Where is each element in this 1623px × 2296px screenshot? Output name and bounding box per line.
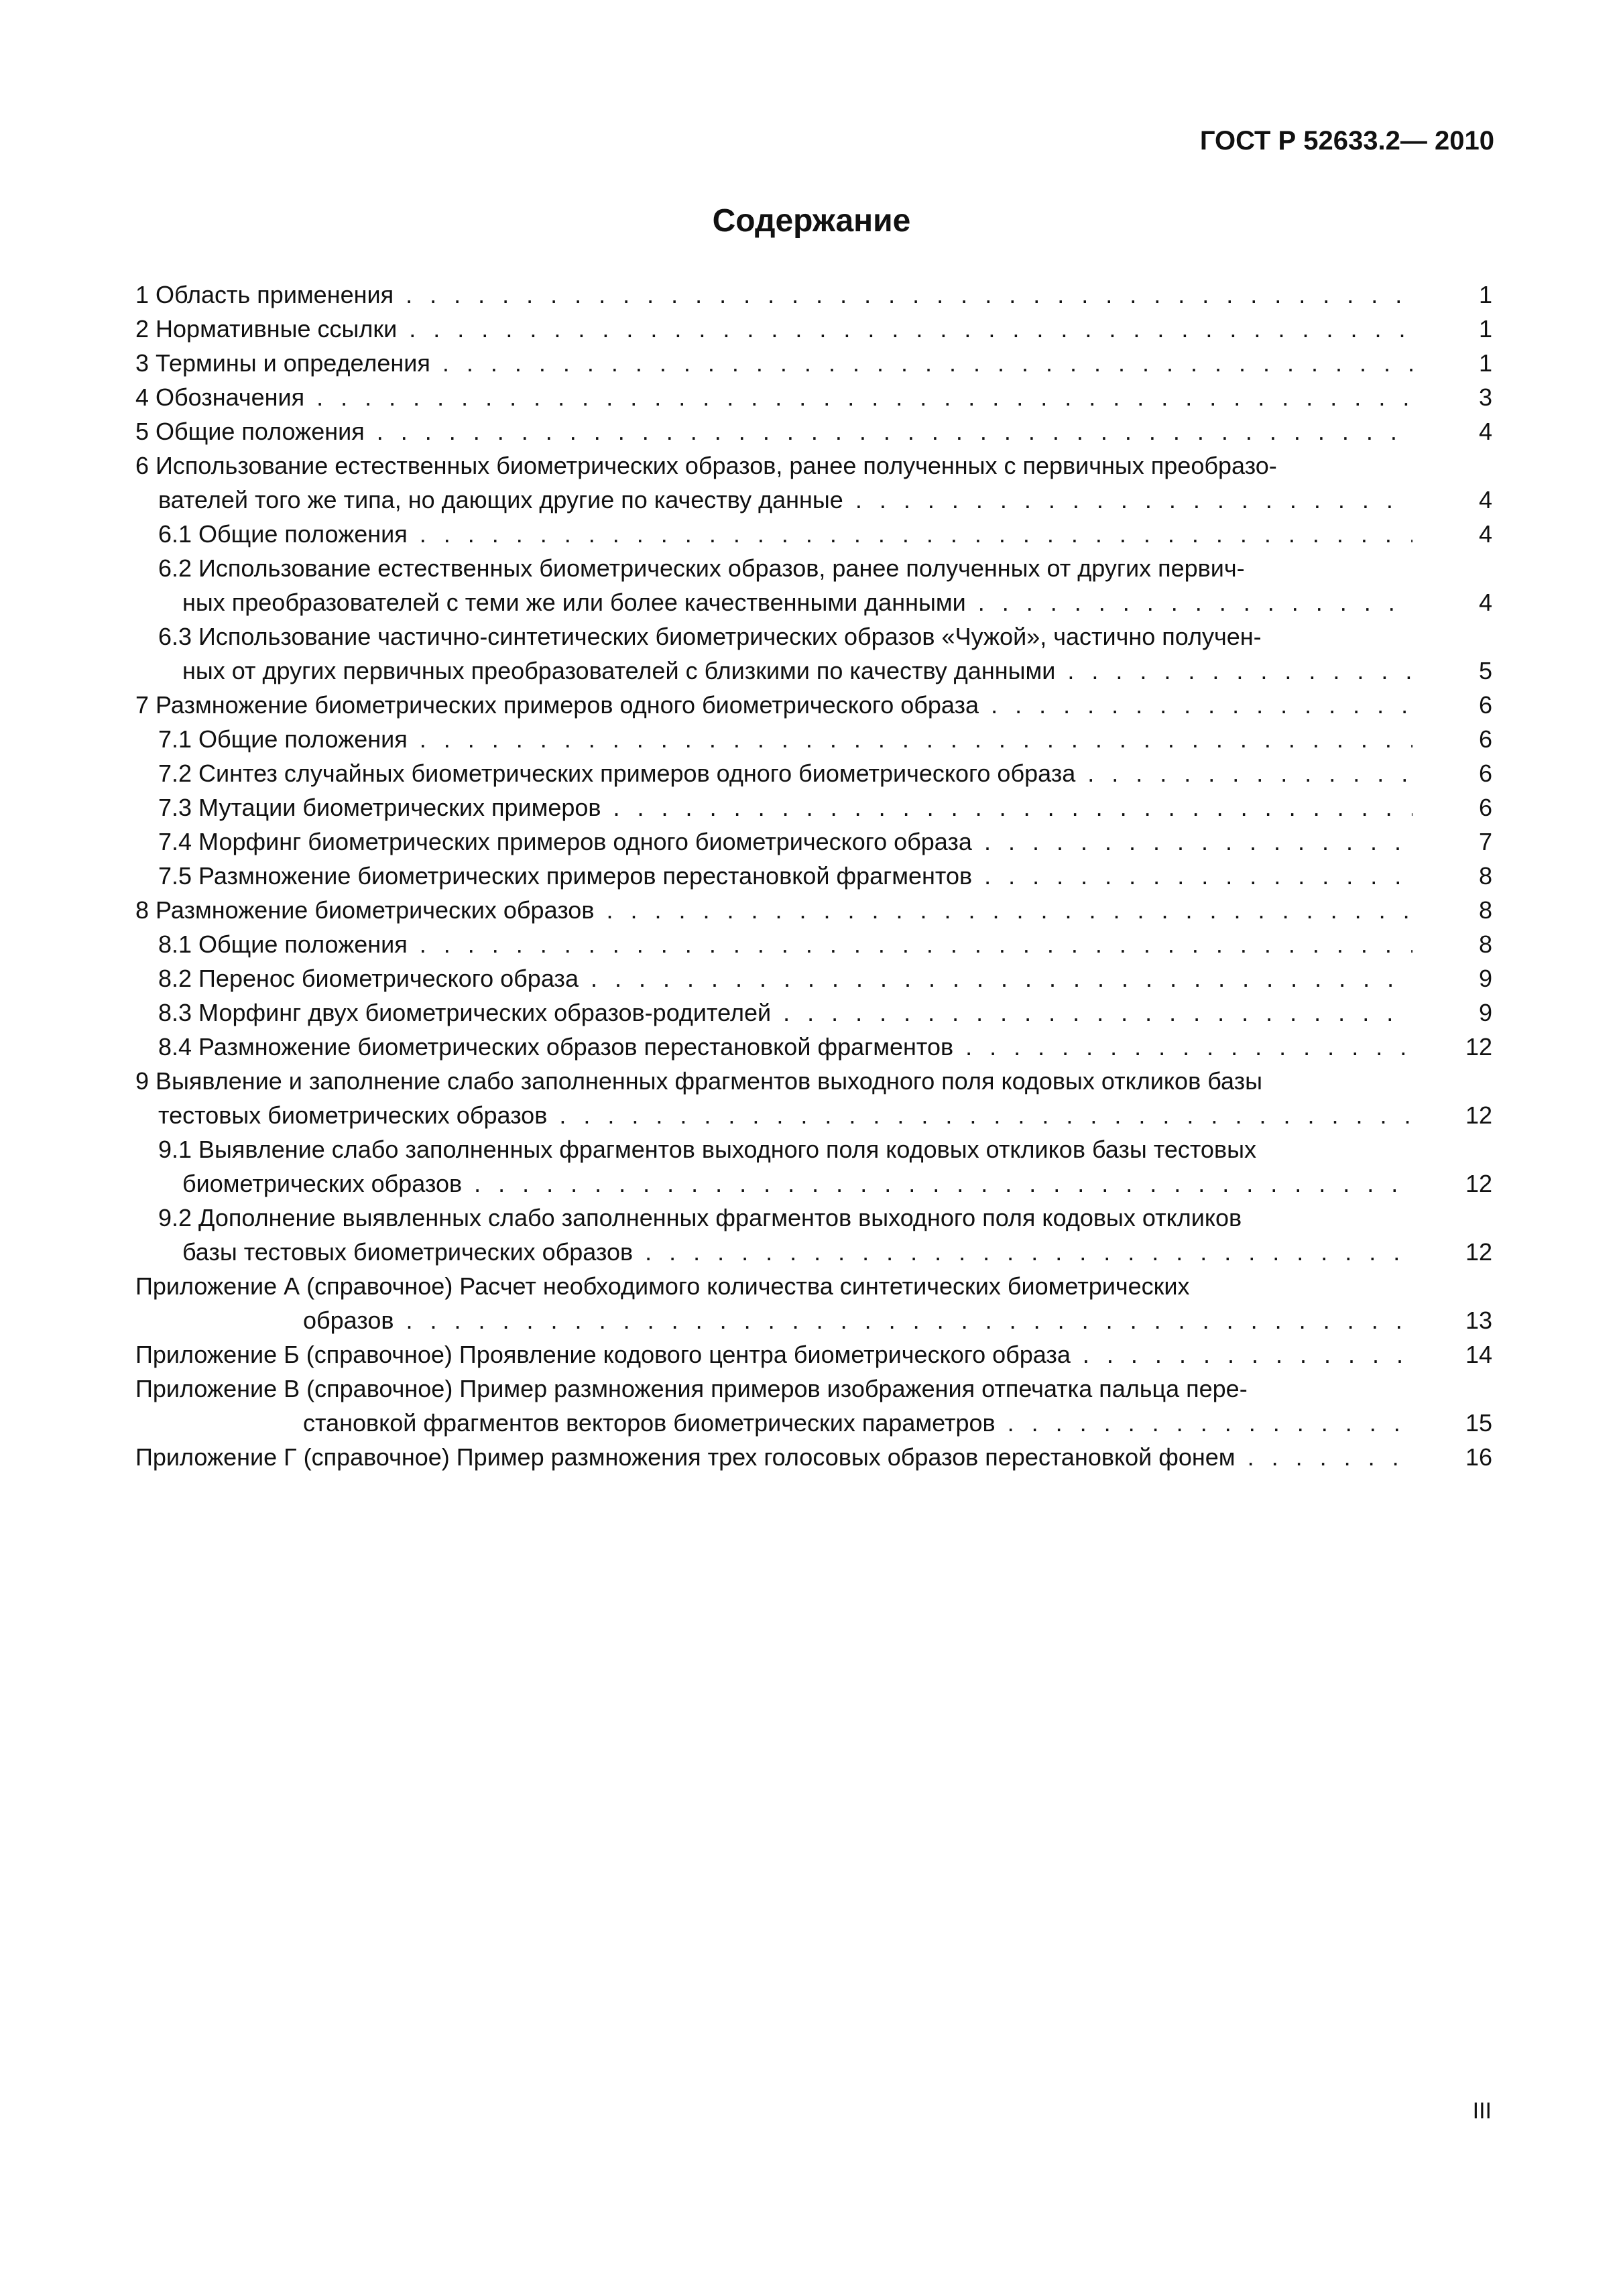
toc-entry-8-3[interactable] bbox=[135, 995, 1492, 1030]
toc-entry-text: 1 Область применения . . . bbox=[135, 278, 1412, 312]
toc-entry-text: 7.2 Синтез случайных биометрических примеров одного биометрического образа . . . bbox=[158, 756, 1412, 790]
toc-entry-page: 4 bbox=[1478, 589, 1492, 616]
toc-entry-3[interactable] bbox=[135, 346, 1492, 380]
toc-entry-page: 6 bbox=[1478, 794, 1492, 821]
toc-entry-text: 2 Нормативные ссылки . . . bbox=[135, 312, 1412, 346]
toc-entry-text: 8.3 Морфинг двух биометрических образов-родителей . . . bbox=[158, 995, 1412, 1030]
toc-entry-page: 8 bbox=[1478, 862, 1492, 890]
toc-entry-page: 4 bbox=[1478, 418, 1492, 445]
toc-entry-7-1[interactable] bbox=[135, 722, 1492, 756]
toc-entry-9-cont[interactable] bbox=[135, 1098, 1492, 1132]
toc-entry-text: тестовых биометрических образов . . . bbox=[158, 1098, 1412, 1132]
toc-entry-page: 13 bbox=[1465, 1307, 1492, 1334]
toc-entry-7-3[interactable] bbox=[135, 790, 1492, 825]
toc-entry-6-3[interactable] bbox=[135, 619, 1492, 654]
toc-entry-page: 14 bbox=[1465, 1341, 1492, 1368]
toc-entry-appendix-v[interactable] bbox=[135, 1372, 1492, 1406]
toc-entry-1[interactable] bbox=[135, 278, 1492, 312]
toc-entry-text: 8.1 Общие положения . . . bbox=[158, 927, 1412, 961]
toc-entry-text: 6.3 Использование частично-синтетических биометрических образов «Чужой», частично получен- bbox=[158, 623, 1262, 650]
toc-entry-7[interactable] bbox=[135, 688, 1492, 722]
toc-entry-6-2-cont[interactable] bbox=[135, 585, 1492, 619]
toc-entry-text: 5 Общие положения . . . bbox=[135, 414, 1412, 448]
toc-entry-text: 8.2 Перенос биометрического образа . . . bbox=[158, 961, 1412, 995]
toc-entry-text: Приложение Б (справочное) Проявление кодового центра биометрического образа . . . bbox=[135, 1337, 1412, 1372]
toc-entry-text: 8 Размножение биометрических образов . . . bbox=[135, 893, 1412, 927]
toc-entry-8-4[interactable] bbox=[135, 1030, 1492, 1064]
toc-entry-7-5[interactable] bbox=[135, 859, 1492, 893]
toc-entry-text: базы тестовых биометрических образов . . . bbox=[182, 1235, 1412, 1269]
toc-entry-page: 16 bbox=[1465, 1443, 1492, 1471]
toc-entry-6-2[interactable] bbox=[135, 551, 1492, 585]
toc-entry-text: 4 Обозначения . . . bbox=[135, 380, 1412, 414]
toc-entry-text: 3 Термины и определения . . . bbox=[135, 346, 1412, 380]
toc-entry-page: 6 bbox=[1478, 760, 1492, 787]
toc-entry-9-1-cont[interactable] bbox=[135, 1166, 1492, 1201]
toc-entry-6-3-cont[interactable] bbox=[135, 654, 1492, 688]
toc-entry-7-4[interactable] bbox=[135, 825, 1492, 859]
toc-entry-text: 7.3 Мутации биометрических примеров . . . bbox=[158, 790, 1412, 825]
toc-entry-text: биометрических образов . . . bbox=[182, 1166, 1412, 1201]
toc-entry-text: 7.5 Размножение биометрических примеров перестановкой фрагментов . . . bbox=[158, 859, 1412, 893]
toc-entry-page: 12 bbox=[1465, 1238, 1492, 1266]
toc-entry-page: 4 bbox=[1478, 486, 1492, 513]
toc-entry-text: 6.1 Общие положения . . . bbox=[158, 517, 1412, 551]
toc-entry-9-2-cont[interactable] bbox=[135, 1235, 1492, 1269]
toc-entry-5[interactable] bbox=[135, 414, 1492, 448]
toc-entry-text: становкой фрагментов векторов биометрических параметров . . . bbox=[303, 1406, 1412, 1440]
page-number: III bbox=[1472, 2098, 1492, 2124]
toc-entry-text: ных от других первичных преобразователей с близкими по качеству данными . . . bbox=[182, 654, 1412, 688]
toc-entry-8-2[interactable] bbox=[135, 961, 1492, 995]
toc-entry-page: 1 bbox=[1478, 349, 1492, 377]
toc-entry-page: 4 bbox=[1478, 520, 1492, 548]
toc-entry-text: 9.2 Дополнение выявленных слабо заполненных фрагментов выходного поля кодовых откликов bbox=[158, 1204, 1242, 1231]
toc-entry-page: 6 bbox=[1478, 691, 1492, 719]
toc-entry-page: 9 bbox=[1478, 965, 1492, 992]
toc-entry-text: 7.1 Общие положения . . . bbox=[158, 722, 1412, 756]
toc-entry-page: 1 bbox=[1478, 281, 1492, 308]
toc-entry-page: 1 bbox=[1478, 315, 1492, 343]
toc-entry-page: 8 bbox=[1478, 896, 1492, 924]
toc-entry-appendix-v-cont[interactable] bbox=[135, 1406, 1492, 1440]
toc-entry-text: Приложение А (справочное) Расчет необходимого количества синтетических биометрических bbox=[135, 1272, 1190, 1300]
toc-entry-text: Приложение В (справочное) Пример размножения примеров изображения отпечатка пальца пере- bbox=[135, 1375, 1248, 1402]
toc-entry-9[interactable] bbox=[135, 1064, 1492, 1098]
toc-entry-page: 5 bbox=[1478, 657, 1492, 684]
toc-entry-appendix-b[interactable] bbox=[135, 1337, 1492, 1372]
toc-entry-4[interactable] bbox=[135, 380, 1492, 414]
toc-entry-text: 6 Использование естественных биометрических образов, ранее полученных с первичных преобразо- bbox=[135, 452, 1277, 479]
toc-entry-page: 12 bbox=[1465, 1170, 1492, 1197]
toc-entry-7-2[interactable] bbox=[135, 756, 1492, 790]
toc-entry-9-1[interactable] bbox=[135, 1132, 1492, 1166]
toc-entry-appendix-g[interactable] bbox=[135, 1440, 1492, 1474]
toc-entry-page: 8 bbox=[1478, 930, 1492, 958]
toc-entry-6-1[interactable] bbox=[135, 517, 1492, 551]
toc-entry-text: образов . . . bbox=[303, 1303, 1412, 1337]
toc-entry-2[interactable] bbox=[135, 312, 1492, 346]
toc-entry-page: 6 bbox=[1478, 725, 1492, 753]
toc-entry-page: 12 bbox=[1465, 1033, 1492, 1061]
toc-entry-text: Приложение Г (справочное) Пример размножения трех голосовых образов перестановкой фонем . . . bbox=[135, 1440, 1412, 1474]
toc-entry-page: 3 bbox=[1478, 383, 1492, 411]
toc-entry-appendix-a-cont[interactable] bbox=[135, 1303, 1492, 1337]
toc-entry-6-cont[interactable] bbox=[135, 483, 1492, 517]
table-of-contents bbox=[135, 278, 1492, 1474]
toc-entry-text: 9.1 Выявление слабо заполненных фрагментов выходного поля кодовых откликов базы тестовых bbox=[158, 1136, 1256, 1163]
toc-entry-text: 9 Выявление и заполнение слабо заполненных фрагментов выходного поля кодовых откликов базы bbox=[135, 1067, 1262, 1095]
toc-entry-text: 8.4 Размножение биометрических образов перестановкой фрагментов . . . bbox=[158, 1030, 1412, 1064]
toc-entry-8-1[interactable] bbox=[135, 927, 1492, 961]
document-code: ГОСТ Р 52633.2— 2010 bbox=[1199, 126, 1494, 156]
toc-entry-text: 7 Размножение биометрических примеров одного биометрического образа . . . bbox=[135, 688, 1412, 722]
toc-entry-page: 9 bbox=[1478, 999, 1492, 1026]
toc-entry-text: 7.4 Морфинг биометрических примеров одного биометрического образа . . . bbox=[158, 825, 1412, 859]
toc-entry-page: 15 bbox=[1465, 1409, 1492, 1437]
toc-entry-page: 7 bbox=[1478, 828, 1492, 855]
toc-entry-text: ных преобразователей с теми же или более качественными данными . . . bbox=[182, 585, 1412, 619]
toc-entry-text: вателей того же типа, но дающих другие по качеству данные . . . bbox=[158, 483, 1412, 517]
toc-entry-9-2[interactable] bbox=[135, 1201, 1492, 1235]
toc-entry-text: 6.2 Использование естественных биометрических образов, ранее полученных от других первич- bbox=[158, 554, 1245, 582]
toc-entry-8[interactable] bbox=[135, 893, 1492, 927]
toc-entry-page: 12 bbox=[1465, 1101, 1492, 1129]
toc-title: Содержание bbox=[712, 203, 911, 239]
toc-entry-appendix-a[interactable] bbox=[135, 1269, 1492, 1303]
toc-entry-6[interactable] bbox=[135, 448, 1492, 483]
